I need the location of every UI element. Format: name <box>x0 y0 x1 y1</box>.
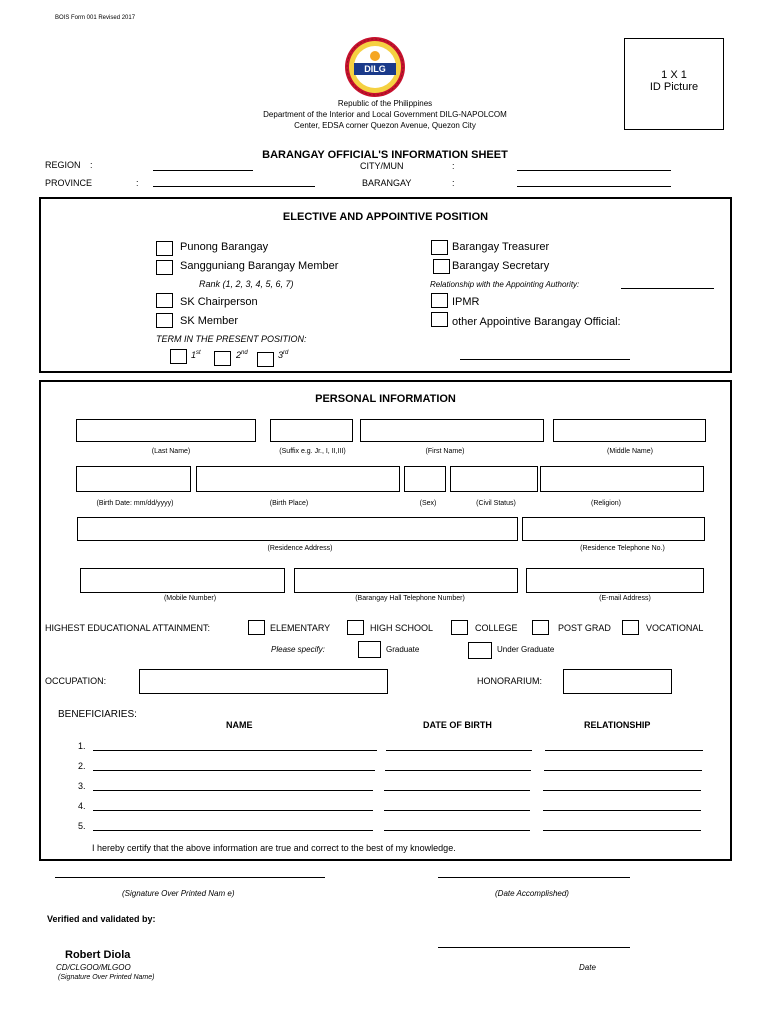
sangguniang-label: Sangguniang Barangay Member <box>180 260 339 272</box>
personal-heading: PERSONAL INFORMATION <box>315 393 456 405</box>
signature-line[interactable] <box>55 877 325 878</box>
beneficiary-2-name[interactable] <box>93 770 375 771</box>
barangay-field[interactable] <box>517 186 671 187</box>
beneficiary-row-number: 3. <box>78 781 86 791</box>
citymun-label: CITY/MUN <box>360 161 404 171</box>
date-accomplished-label: (Date Accomplished) <box>495 889 569 898</box>
residence-telephone-input[interactable] <box>522 517 705 541</box>
form-code: BOIS Form 001 Revised 2017 <box>55 15 136 21</box>
graduate-label: Graduate <box>386 645 420 654</box>
elementary-checkbox[interactable] <box>248 620 265 635</box>
elective-heading: ELECTIVE AND APPOINTIVE POSITION <box>282 211 489 223</box>
middle-name-label: (Middle Name) <box>607 448 653 455</box>
term-3-checkbox[interactable] <box>257 352 274 367</box>
honorarium-label: HONORARIUM: <box>477 676 542 686</box>
beneficiaries-label: BENEFICIARIES: <box>58 709 137 720</box>
under-graduate-label: Under Graduate <box>497 645 555 654</box>
birth-place-input[interactable] <box>196 466 400 492</box>
citymun-field[interactable] <box>517 170 671 171</box>
barangay-colon: : <box>452 178 455 188</box>
sk-chair-checkbox[interactable] <box>156 293 173 308</box>
beneficiary-row-number: 1. <box>78 741 86 751</box>
post-grad-checkbox[interactable] <box>532 620 549 635</box>
region-label: REGION <box>45 160 81 170</box>
graduate-checkbox[interactable] <box>358 641 381 658</box>
punong-barangay-checkbox[interactable] <box>156 241 173 256</box>
verifier-name: Robert Diola <box>65 949 131 961</box>
photo-size-label: 1 X 1 <box>661 69 687 81</box>
secretary-label: Barangay Secretary <box>452 260 550 272</box>
province-colon: : <box>136 178 139 188</box>
beneficiary-5-dob[interactable] <box>384 830 530 831</box>
date-accomplished-line[interactable] <box>438 877 630 878</box>
verifier-title: CD/CLGOO/MLGOO <box>56 963 131 972</box>
term-3-label: 3rd <box>278 350 289 360</box>
sangguniang-checkbox[interactable] <box>156 260 173 275</box>
punong-barangay-label: Punong Barangay <box>180 241 269 253</box>
header-department: Department of the Interior and Local Government DILG-NAPOLCOM <box>263 110 507 119</box>
beneficiary-5-relationship[interactable] <box>543 830 701 831</box>
term-2-label: 2nd <box>236 350 248 360</box>
hall-telephone-input[interactable] <box>294 568 518 593</box>
high-school-checkbox[interactable] <box>347 620 364 635</box>
citymun-colon: : <box>452 161 455 171</box>
barangay-label: BARANGAY <box>362 178 412 188</box>
other-appointive-field[interactable] <box>460 359 630 360</box>
secretary-checkbox[interactable] <box>433 259 450 274</box>
beneficiary-3-relationship[interactable] <box>543 790 701 791</box>
civil-status-label: (Civil Status) <box>476 500 516 507</box>
religion-input[interactable] <box>540 466 704 492</box>
education-label: HIGHEST EDUCATIONAL ATTAINMENT: <box>45 623 211 633</box>
residence-address-label: (Residence Address) <box>267 545 333 552</box>
first-name-label: (First Name) <box>425 448 465 455</box>
beneficiary-4-name[interactable] <box>93 810 373 811</box>
occupation-input[interactable] <box>139 669 388 694</box>
province-label: PROVINCE <box>45 178 93 188</box>
signature-label: (Signature Over Printed Nam e) <box>122 889 235 898</box>
relationship-label: Relationship with the Appointing Authority: <box>430 280 580 289</box>
verification-date-label: Date <box>579 963 596 972</box>
suffix-label: (Suffix e.g. Jr., I, II,III) <box>279 448 346 455</box>
verification-date-line[interactable] <box>438 947 630 948</box>
treasurer-label: Barangay Treasurer <box>452 241 550 253</box>
civil-status-input[interactable] <box>450 466 538 492</box>
birth-date-input[interactable] <box>76 466 191 492</box>
beneficiary-1-name[interactable] <box>93 750 377 751</box>
sex-input[interactable] <box>404 466 446 492</box>
residence-telephone-label: (Residence Telephone No.) <box>580 545 665 552</box>
beneficiary-4-relationship[interactable] <box>543 810 701 811</box>
sk-chair-label: SK Chairperson <box>180 296 258 308</box>
province-field[interactable] <box>153 186 315 187</box>
last-name-input[interactable] <box>76 419 256 442</box>
post-grad-label: POST GRAD <box>558 623 611 633</box>
beneficiary-2-relationship[interactable] <box>544 770 702 771</box>
under-graduate-checkbox[interactable] <box>468 642 492 659</box>
mobile-number-input[interactable] <box>80 568 285 593</box>
relationship-field[interactable] <box>621 288 714 289</box>
email-input[interactable] <box>526 568 704 593</box>
elective-position-panel <box>39 197 732 373</box>
col-dob-header: DATE OF BIRTH <box>423 720 492 730</box>
honorarium-input[interactable] <box>563 669 672 694</box>
hall-telephone-label: (Barangay Hall Telephone Number) <box>355 595 465 602</box>
ipmr-checkbox[interactable] <box>431 293 448 308</box>
occupation-label: OCCUPATION: <box>45 676 107 686</box>
vocational-label: VOCATIONAL <box>646 623 704 633</box>
college-checkbox[interactable] <box>451 620 468 635</box>
first-name-input[interactable] <box>360 419 544 442</box>
email-label: (E-mail Address) <box>599 595 651 602</box>
please-specify-label: Please specify: <box>271 645 325 654</box>
page-title: BARANGAY OFFICIAL'S INFORMATION SHEET <box>262 149 508 161</box>
beneficiary-1-relationship[interactable] <box>545 750 703 751</box>
term-label: TERM IN THE PRESENT POSITION: <box>156 334 307 344</box>
other-appointive-checkbox[interactable] <box>431 312 448 327</box>
term-1-checkbox[interactable] <box>170 349 187 364</box>
middle-name-input[interactable] <box>553 419 706 442</box>
certification-text: I hereby certify that the above information are true and correct to the best of my knowledge. <box>92 843 456 853</box>
photo-label: ID Picture <box>649 81 699 93</box>
suffix-input[interactable] <box>270 419 353 442</box>
elementary-label: ELEMENTARY <box>270 623 331 633</box>
religion-label: (Religion) <box>591 500 621 507</box>
beneficiary-row-number: 4. <box>78 801 86 811</box>
mobile-number-label: (Mobile Number) <box>163 595 217 602</box>
sex-label: (Sex) <box>419 500 437 507</box>
region-colon: : <box>90 160 93 170</box>
beneficiary-3-dob[interactable] <box>384 790 530 791</box>
header-address: Center, EDSA corner Quezon Avenue, Quezon City <box>294 121 476 130</box>
birth-place-label: (Birth Place) <box>269 500 309 507</box>
beneficiary-4-dob[interactable] <box>384 810 530 811</box>
ipmr-label: IPMR <box>452 296 480 308</box>
high-school-label: HIGH SCHOOL <box>370 623 434 633</box>
vocational-checkbox[interactable] <box>622 620 639 635</box>
birth-date-label: (Birth Date: mm/dd/yyyy) <box>96 500 174 507</box>
beneficiary-2-dob[interactable] <box>385 770 531 771</box>
term-1-label: 1st <box>191 350 201 360</box>
beneficiary-1-dob[interactable] <box>386 750 532 751</box>
col-name-header: NAME <box>226 720 253 730</box>
beneficiary-row-number: 5. <box>78 821 86 831</box>
sk-member-label: SK Member <box>180 315 239 327</box>
other-appointive-label: other Appointive Barangay Official: <box>452 316 621 328</box>
residence-address-input[interactable] <box>77 517 518 541</box>
beneficiary-5-name[interactable] <box>93 830 373 831</box>
beneficiary-3-name[interactable] <box>93 790 373 791</box>
sk-member-checkbox[interactable] <box>156 313 173 328</box>
header-republic: Republic of the Philippines <box>337 99 433 108</box>
last-name-label: (Last Name) <box>151 448 191 455</box>
term-2-checkbox[interactable] <box>214 351 231 366</box>
college-label: COLLEGE <box>475 623 518 633</box>
treasurer-checkbox[interactable] <box>431 240 448 255</box>
verified-label: Verified and validated by: <box>47 914 156 924</box>
rank-label: Rank (1, 2, 3, 4, 5, 6, 7) <box>199 279 294 289</box>
beneficiary-row-number: 2. <box>78 761 86 771</box>
dilg-seal-logo <box>337 36 413 98</box>
col-relationship-header: RELATIONSHIP <box>584 720 651 730</box>
region-field[interactable] <box>153 170 253 171</box>
logo-text: DILG <box>364 64 386 74</box>
verifier-signature-label: (Signature Over Printed Name) <box>58 974 155 981</box>
id-picture-box[interactable] <box>624 38 724 130</box>
